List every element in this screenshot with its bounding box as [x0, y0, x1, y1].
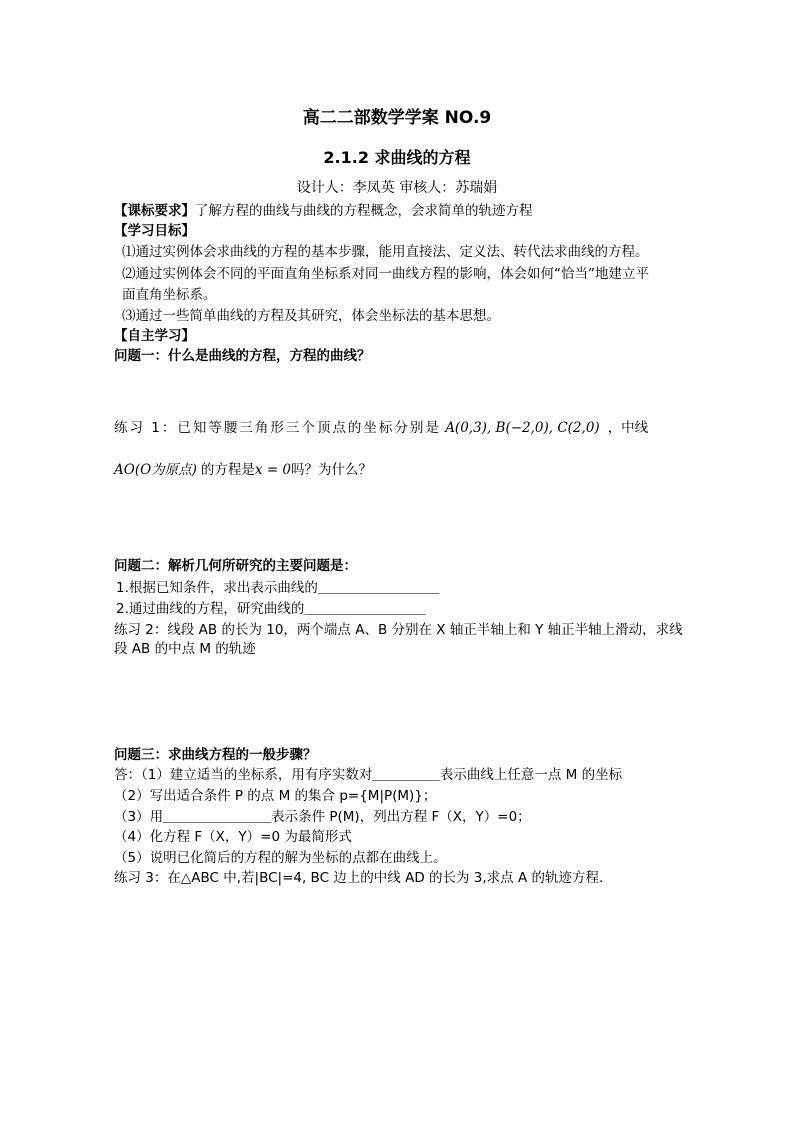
section-title: 2.1.2 求曲线的方程	[323, 148, 471, 167]
exercise-1-tail: ，中线	[607, 420, 649, 436]
exercise-2-line-2: 段 AB 的中点 M 的轨迹	[114, 641, 256, 657]
authors-line: 设计人：李凤英 审核人：苏瑞娟	[296, 180, 498, 196]
question-2-item-1: 1.根据已知条件，求出表示曲线的＿＿＿＿＿＿＿＿＿	[116, 580, 440, 596]
goal-item-3: ⑶通过一些简单曲线的方程及其研究，体会坐标法的基本思想。	[122, 308, 500, 324]
exercise-1-line-1	[114, 418, 648, 438]
exercise-1-text: 练习 1：已知等腰三角形三个顶点的坐标分别是	[114, 420, 441, 436]
goals-label: 【学习目标】	[114, 223, 195, 239]
page-title: 高二二部数学学案 NO.9	[302, 108, 492, 128]
question-3-step-5: （5）说明已化简后的方程的解为坐标的点都在曲线上。	[114, 850, 447, 866]
exercise-1-line-2	[114, 460, 372, 480]
self-study-label: 【自主学习】	[114, 328, 195, 344]
question-1-title: 问题一：什么是曲线的方程，方程的曲线？	[114, 348, 371, 364]
requirements-text: 了解方程的曲线与曲线的方程概念，会求简单的轨迹方程	[195, 203, 533, 219]
question-3-title: 问题三：求曲线方程的一般步骤？	[114, 747, 317, 763]
goal-item-2: ⑵通过实例体会不同的平面直角坐标系对同一曲线方程的影响，体会如何“恰当”地建立平	[122, 266, 649, 282]
exercise-2-line-1: 练习 2：线段 AB 的长为 10，两个端点 A、B 分别在 X 轴正半轴上和 Y 轴正半轴上滑动，求线	[114, 622, 683, 638]
question-3-step-2: （2）写出适合条件 P 的点 M 的集合 p={M|P(M)}；	[114, 788, 437, 804]
exercise-1-equation: x = 0	[254, 462, 292, 478]
question-3-step-3: （3）用＿＿＿＿＿＿＿＿表示条件 P(M)，列出方程 F（X，Y）=0；	[114, 809, 531, 825]
exercise-3: 练习 3：在△ABC 中,若|BC|=4, BC 边上的中线 AD 的长为 3,求点 A 的轨迹方程.	[114, 870, 604, 886]
question-3-step-4: （4）化方程 F（X，Y）=0 为最简形式	[114, 829, 352, 845]
exercise-1-question: 的方程是	[200, 462, 255, 478]
goal-item-2-cont: 面直角坐标系。	[122, 287, 217, 303]
exercise-1-median: AO(O为原点)	[114, 462, 197, 478]
requirements-line	[114, 201, 533, 221]
goal-item-1: ⑴通过实例体会求曲线的方程的基本步骤，能用直接法、定义法、转代法求曲线的方程。	[122, 244, 649, 260]
question-2-item-2: 2.通过曲线的方程，研究曲线的＿＿＿＿＿＿＿＿＿	[116, 601, 426, 617]
question-3-step-1: 答：（1）建立适当的坐标系，用有序实数对＿＿＿＿＿表示曲线上任意一点 M 的坐标	[114, 767, 623, 783]
exercise-1-points: A(0,3), B(−2,0), C(2,0)	[445, 420, 600, 436]
exercise-1-question-tail: 吗？为什么？	[291, 462, 373, 478]
requirements-label: 【课标要求】	[114, 203, 195, 219]
question-2-title: 问题二：解析几何所研究的主要问题是：	[114, 558, 357, 574]
